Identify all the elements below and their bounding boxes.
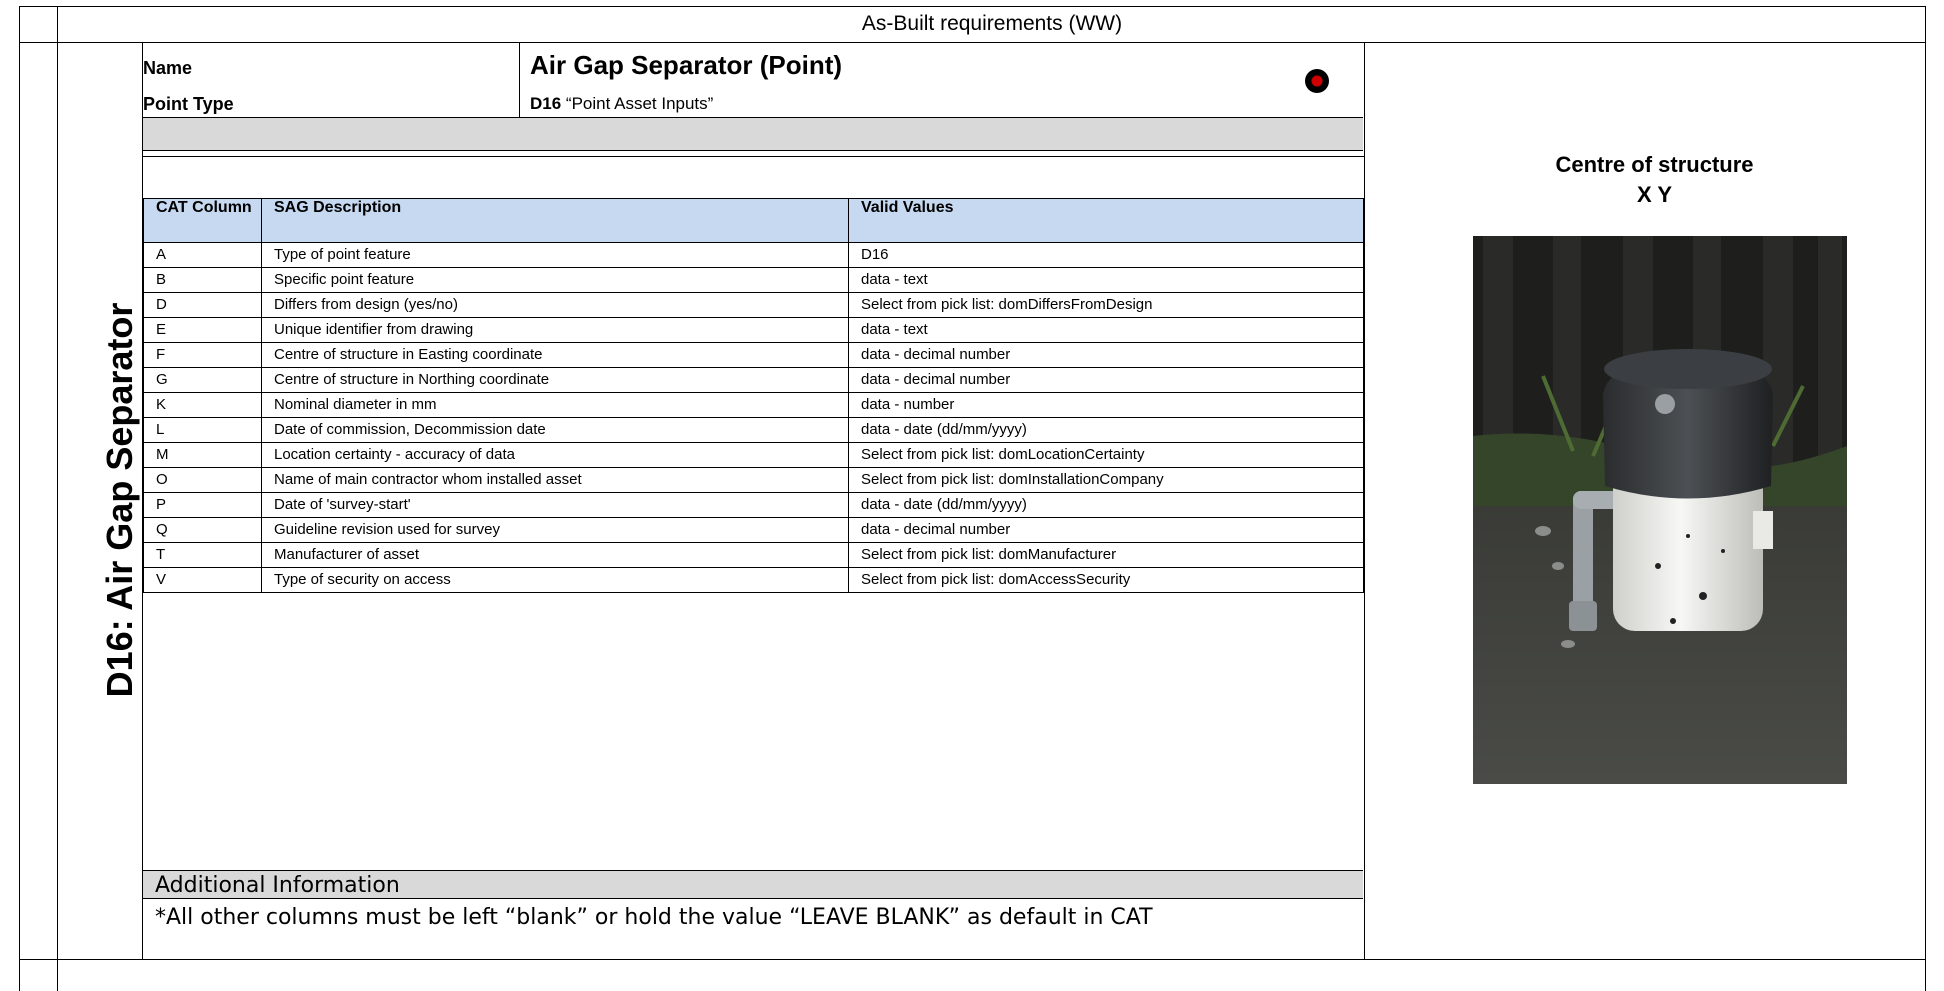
valid-values-cell: Select from pick list: domInstallationCompany (849, 468, 1364, 493)
asset-photo (1473, 236, 1847, 784)
description-cell: Name of main contractor whom installed asset (262, 468, 849, 493)
point-type-label: Point Type (143, 94, 234, 114)
description-cell: Location certainty - accuracy of data (262, 443, 849, 468)
description-cell: Guideline revision used for survey (262, 518, 849, 543)
table-row (144, 543, 1364, 568)
cat-cell: P (144, 493, 262, 518)
description-cell: Centre of structure in Northing coordinate (262, 368, 849, 393)
description-cell: Unique identifier from drawing (262, 318, 849, 343)
cat-cell: M (144, 443, 262, 468)
table-row (144, 393, 1364, 418)
cat-cell: O (144, 468, 262, 493)
valid-values-cell: data - decimal number (849, 343, 1364, 368)
frame-left-outer (19, 6, 20, 991)
cat-cell: D (144, 293, 262, 318)
cat-cell: G (144, 368, 262, 393)
frame-section-bottom (19, 959, 1926, 960)
table-row (144, 243, 1364, 268)
side-title: D16: Air Gap Separator (99, 302, 140, 698)
additional-info-header: Additional Information (143, 870, 1363, 899)
table-row (144, 568, 1364, 593)
cat-cell: E (144, 318, 262, 343)
photo-title: Centre of structure (1555, 152, 1754, 177)
description-cell: Date of 'survey-start' (262, 493, 849, 518)
table-row (144, 268, 1364, 293)
valid-values-cell: data - text (849, 268, 1364, 293)
photo-subtitle: X Y (1636, 182, 1673, 207)
description-cell: Differs from design (yes/no) (262, 293, 849, 318)
table-row (144, 518, 1364, 543)
header-sag-description: SAG Description (262, 199, 849, 243)
table-row (144, 368, 1364, 393)
cat-cell: L (144, 418, 262, 443)
frame-header-bottom (19, 42, 1926, 43)
grey-band (143, 117, 1363, 151)
name-value: Air Gap Separator (Point) (530, 50, 843, 80)
point-type-value (530, 94, 713, 114)
content-right (1364, 42, 1365, 959)
description-cell: Type of security on access (262, 568, 849, 593)
name-label: Name (143, 58, 193, 78)
name-divider (519, 42, 520, 117)
cat-cell: A (144, 243, 262, 268)
header-cat-column: CAT Column (144, 199, 262, 243)
table-header-row (144, 199, 1364, 243)
table-row (144, 343, 1364, 368)
table-row (144, 493, 1364, 518)
table-body (144, 243, 1364, 593)
additional-info-text: *All other columns must be left “blank” or hold the value “LEAVE BLANK” as default in CAT (155, 905, 1153, 930)
valid-values-cell: D16 (849, 243, 1364, 268)
cat-cell: Q (144, 518, 262, 543)
table-row (144, 468, 1364, 493)
valid-values-cell: Select from pick list: domLocationCertainty (849, 443, 1364, 468)
description-cell: Type of point feature (262, 243, 849, 268)
spec-table (143, 198, 1364, 593)
table-row (144, 418, 1364, 443)
valid-values-cell: data - text (849, 318, 1364, 343)
table-row (144, 443, 1364, 468)
description-cell: Date of commission, Decommission date (262, 418, 849, 443)
valid-values-cell: data - decimal number (849, 518, 1364, 543)
frame-left-inner (57, 6, 58, 991)
cat-cell: T (144, 543, 262, 568)
valid-values-cell: Select from pick list: domManufacturer (849, 543, 1364, 568)
valid-values-cell: data - decimal number (849, 368, 1364, 393)
table-row (144, 293, 1364, 318)
cat-cell: V (144, 568, 262, 593)
cat-cell: F (144, 343, 262, 368)
description-cell: Manufacturer of asset (262, 543, 849, 568)
description-cell: Specific point feature (262, 268, 849, 293)
header-valid-values: Valid Values (849, 199, 1364, 243)
table-top-rule (143, 156, 1364, 157)
valid-values-cell: data - number (849, 393, 1364, 418)
point-type-desc: “Point Asset Inputs” (561, 94, 714, 113)
valid-values-cell: Select from pick list: domAccessSecurity (849, 568, 1364, 593)
cat-cell: B (144, 268, 262, 293)
valid-values-cell: data - date (dd/mm/yyyy) (849, 493, 1364, 518)
table-row (144, 318, 1364, 343)
cat-cell: K (144, 393, 262, 418)
description-cell: Nominal diameter in mm (262, 393, 849, 418)
valid-values-cell: data - date (dd/mm/yyyy) (849, 418, 1364, 443)
status-indicator-icon (1305, 69, 1329, 93)
point-type-code: D16 (530, 94, 562, 113)
page-header: As-Built requirements (WW) (861, 12, 1123, 35)
valid-values-cell: Select from pick list: domDiffersFromDesign (849, 293, 1364, 318)
description-cell: Centre of structure in Easting coordinate (262, 343, 849, 368)
